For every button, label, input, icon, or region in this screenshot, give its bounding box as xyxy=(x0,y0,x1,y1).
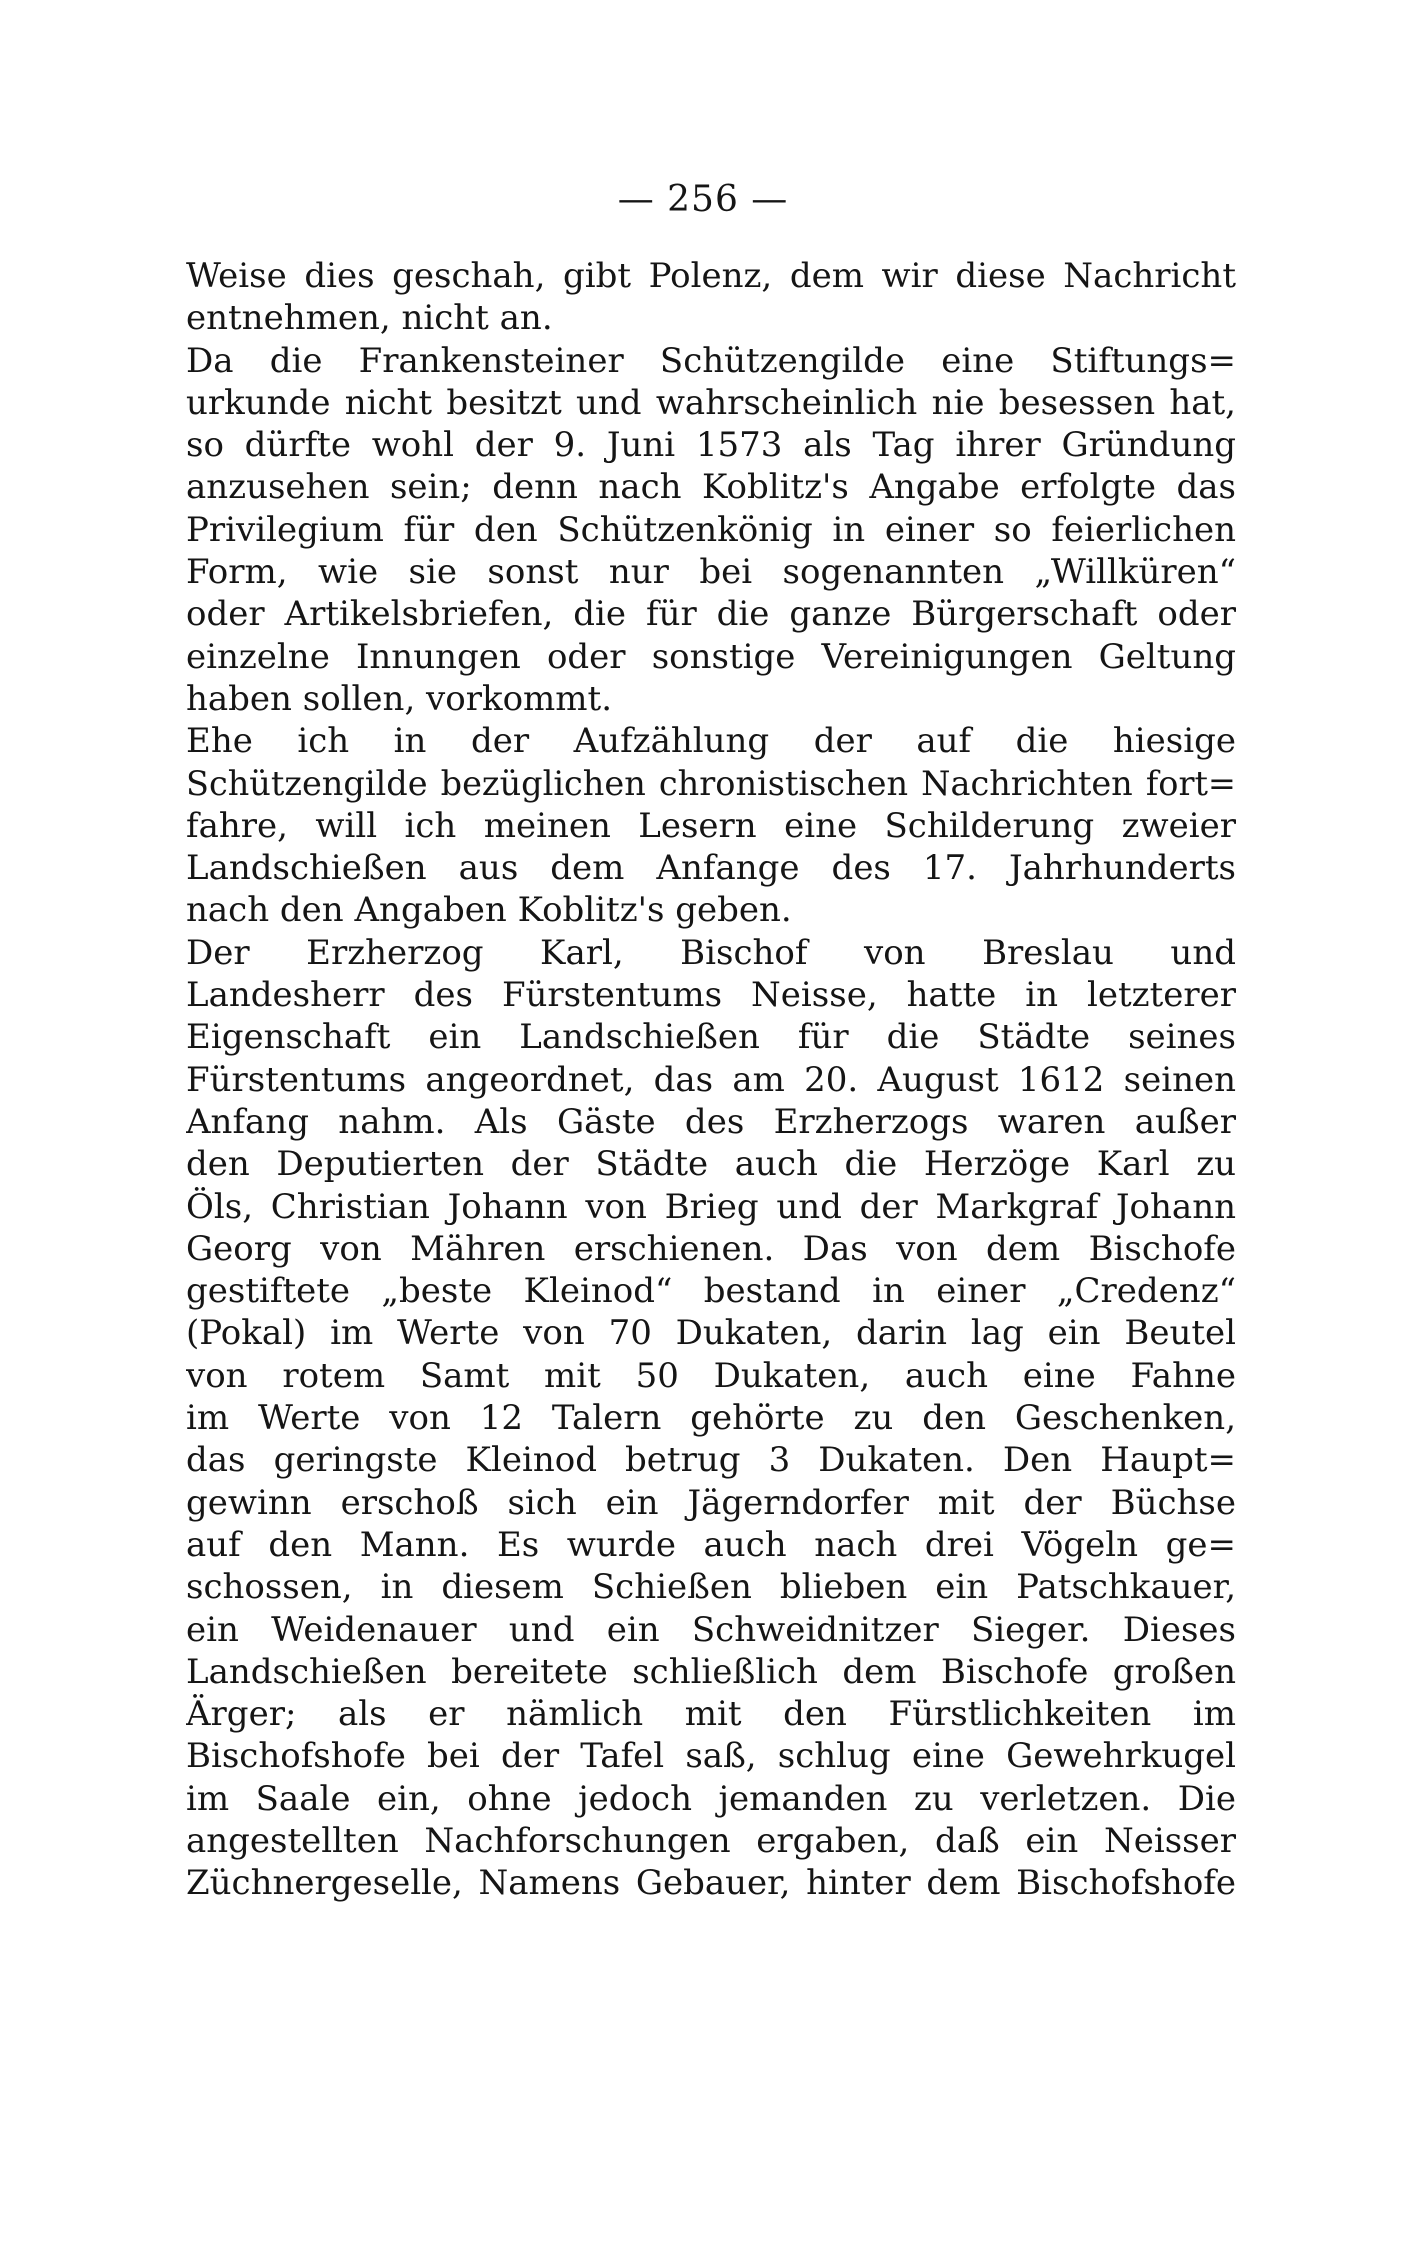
text-line: Privilegium für den Schützenkönig in einer so feierlichen xyxy=(186,509,1236,550)
text-line: (Pokal) im Werte von 70 Dukaten, darin lag ein Beutel xyxy=(186,1313,1236,1354)
text-line: Schützengilde bezüglichen chronistischen Nachrichten fort= xyxy=(186,763,1236,803)
text-line: Ärger; als er nämlich mit den Fürstlichkeiten im xyxy=(186,1694,1236,1735)
text-line: auf den Mann. Es wurde auch nach drei Vögeln ge= xyxy=(186,1524,1236,1565)
body-text xyxy=(186,255,1236,1905)
text-line: haben sollen, vorkommt. xyxy=(186,678,613,719)
text-line: nach den Angaben Koblitz's geben. xyxy=(186,890,792,931)
text-line: Form, wie sie sonst nur bei sogenannten „Willküren“ xyxy=(186,552,1236,593)
text-line: so dürfte wohl der 9. Juni 1573 als Tag ihrer Gründung xyxy=(186,425,1236,466)
text-line: Ehe ich in der Aufzählung der auf die hiesige xyxy=(186,721,1236,762)
text-line: einzelne Innungen oder sonstige Vereinigungen Geltung xyxy=(186,636,1236,677)
text-line: fahre, will ich meinen Lesern eine Schilderung zweier xyxy=(186,805,1236,846)
text-line: Georg von Mähren erschienen. Das von dem Bischofe xyxy=(186,1228,1236,1269)
text-line: von rotem Samt mit 50 Dukaten, auch eine Fahne xyxy=(186,1355,1236,1396)
text-line: entnehmen, nicht an. xyxy=(186,298,553,339)
text-line: im Saale ein, ohne jedoch jemanden zu verletzen. Die xyxy=(186,1778,1236,1819)
text-line: Anfang nahm. Als Gäste des Erzherzogs waren außer xyxy=(186,1101,1236,1142)
page-number: — 256 — xyxy=(617,179,789,220)
text-line: Fürstentums angeordnet, das am 20. August 1612 seinen xyxy=(186,1059,1236,1100)
text-line: schossen, in diesem Schießen blieben ein Patschkauer, xyxy=(186,1567,1236,1608)
text-line: ein Weidenauer und ein Schweidnitzer Sieger. Dieses xyxy=(186,1609,1236,1650)
text-line: Landschießen bereitete schließlich dem Bischofe großen xyxy=(186,1651,1236,1692)
text-line: angestellten Nachforschungen ergaben, daß ein Neisser xyxy=(186,1820,1236,1861)
text-line: das geringste Kleinod betrug 3 Dukaten. Den Haupt= xyxy=(186,1440,1236,1481)
text-line: gestiftete „beste Kleinod“ bestand in einer „Credenz“ xyxy=(186,1271,1236,1312)
text-line: Eigenschaft ein Landschießen für die Städte seines xyxy=(186,1017,1236,1058)
text-line: gewinn erschoß sich ein Jägerndorfer mit der Büchse xyxy=(186,1482,1236,1523)
text-line: oder Artikelsbriefen, die für die ganze Bürgerschaft oder xyxy=(186,594,1236,635)
text-line: Landesherr des Fürstentums Neisse, hatte in letzterer xyxy=(186,975,1236,1016)
text-line: den Deputierten der Städte auch die Herzöge Karl zu xyxy=(186,1144,1236,1185)
text-line: Öls, Christian Johann von Brieg und der Markgraf Johann xyxy=(186,1186,1236,1227)
text-line: Landschießen aus dem Anfange des 17. Jahrhunderts xyxy=(186,848,1236,889)
text-line: Züchnergeselle, Namens Gebauer, hinter dem Bischofshofe xyxy=(186,1863,1236,1904)
text-line: urkunde nicht besitzt und wahrscheinlich nie besessen hat, xyxy=(186,382,1236,423)
text-line: Bischofshofe bei der Tafel saß, schlug eine Gewehrkugel xyxy=(186,1736,1236,1777)
text-line: anzusehen sein; denn nach Koblitz's Angabe erfolgte das xyxy=(186,467,1236,508)
text-line: Weise dies geschah, gibt Polenz, dem wir diese Nachricht xyxy=(186,256,1236,296)
text-line: im Werte von 12 Talern gehörte zu den Geschenken, xyxy=(186,1398,1236,1439)
text-line: Da die Frankensteiner Schützengilde eine Stiftungs= xyxy=(186,340,1236,381)
text-line: Der Erzherzog Karl, Bischof von Breslau und xyxy=(186,932,1236,973)
